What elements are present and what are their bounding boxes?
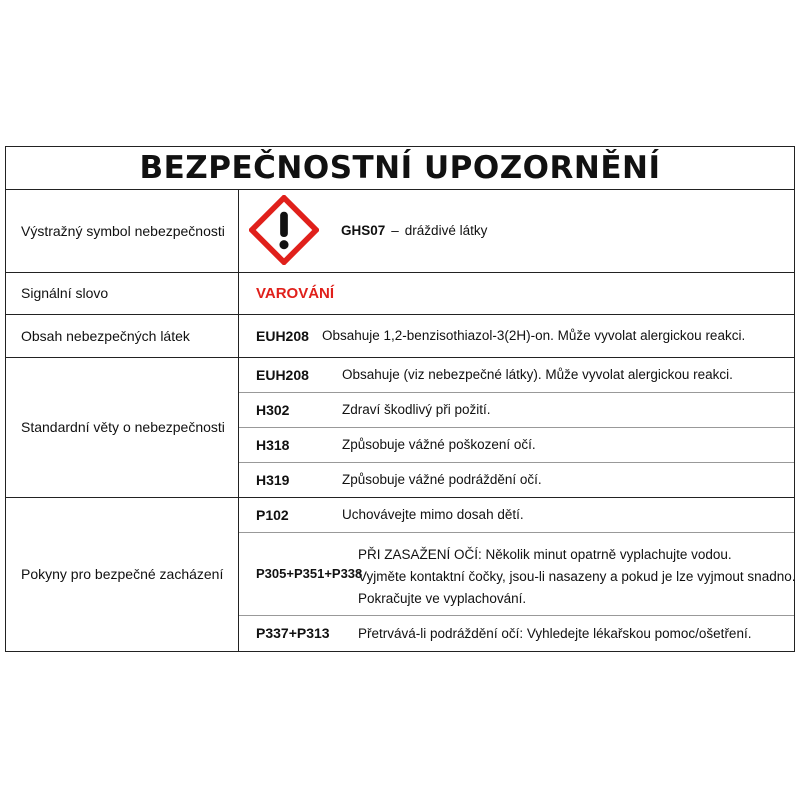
column-divider [238, 189, 239, 651]
ghs-description: dráždivé látky [404, 223, 488, 238]
row-divider [6, 272, 794, 273]
hazard-label: Standardní věty o nebezpečnosti [21, 419, 225, 435]
hazard-code: H318 [256, 436, 290, 453]
symbol-label: Výstražný symbol nebezpečnosti [21, 222, 225, 239]
safety-warning-table [5, 146, 795, 652]
ghs07-exclamation-icon [249, 195, 319, 265]
content-code: EUH208 [256, 327, 309, 344]
precaution-multiline-text [358, 544, 795, 610]
hazard-code: H319 [256, 471, 290, 488]
subrow-divider [239, 392, 794, 393]
signal-word: VAROVÁNÍ [256, 284, 335, 302]
hazard-text: Způsobuje vážné poškození očí. [342, 437, 536, 452]
hazard-code: EUH208 [256, 366, 309, 383]
content-text: Obsahuje 1,2-benzisothiazol-3(2H)-on. Může vyvolat alergickou reakci. [322, 328, 746, 343]
hazard-text: Způsobuje vážné podráždění očí. [342, 472, 542, 487]
precaution-code: P102 [256, 506, 289, 523]
precaution-label: Pokyny pro bezpečné zacházení [21, 566, 224, 582]
ghs-code: GHS07 [341, 223, 386, 238]
precaution-code: P305+P351+P338 [256, 566, 363, 581]
table-title: BEZPEČNOSTNÍ UPOZORNĚNÍ [6, 147, 794, 190]
precaution-code: P337+P313 [256, 625, 330, 641]
hazard-code: H302 [256, 401, 290, 418]
ghs-separator: – [391, 223, 399, 238]
precaution-text: Uchovávejte mimo dosah dětí. [342, 507, 524, 522]
precaution-text: Přetrvává-li podráždění očí: Vyhledejte lékařskou pomoc/ošetření. [358, 625, 752, 641]
content-label: Obsah nebezpečných látek [21, 327, 190, 344]
hazard-text: Obsahuje (viz nebezpečné látky). Může vyvolat alergickou reakci. [342, 367, 733, 382]
signal-label: Signální slovo [21, 285, 109, 301]
precaution-line: PŘI ZASAŽENÍ OČÍ: Několik minut opatrně vyplachujte vodou. [358, 547, 732, 562]
hazard-text: Zdraví škodlivý při požití. [342, 402, 491, 417]
precaution-line: Pokračujte ve vyplachování. [358, 591, 527, 606]
precaution-line: Vyjměte kontaktní čočky, jsou-li nasazeny a pokud je lze vyjmout snadno. [358, 569, 796, 584]
